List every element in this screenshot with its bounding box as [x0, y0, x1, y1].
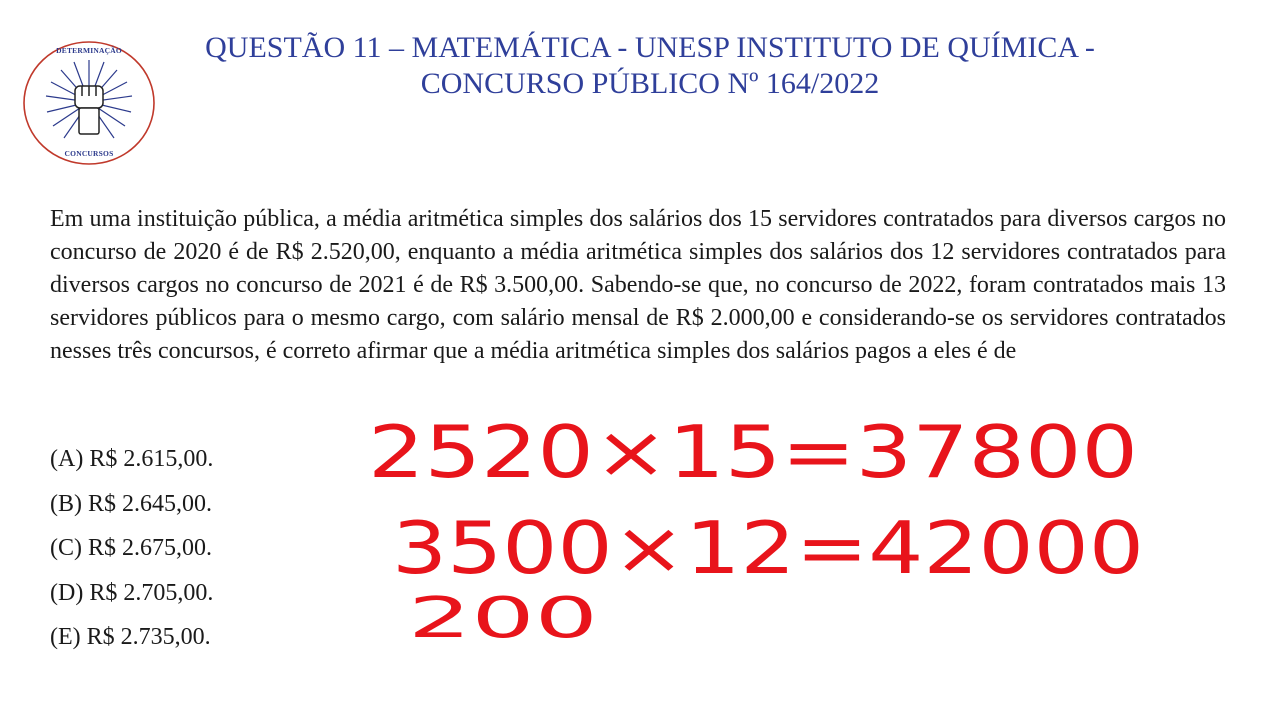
logo-top-text: DETERMINAÇÃO — [56, 46, 122, 55]
title-line-1: QUESTÃO 11 – MATEMÁTICA - UNESP INSTITUTO DE QUÍMICA - — [205, 31, 1095, 64]
title-line-2: CONCURSO PÚBLICO Nº 164/2022 — [420, 67, 880, 100]
option-b: (B) R$ 2.645,00. — [50, 490, 212, 517]
answer-options — [50, 437, 213, 660]
fist-shape — [75, 86, 103, 134]
handwriting-line-1: 2520×15=37800 — [368, 410, 1138, 494]
handwriting-line-2: 3500×12=42000 — [392, 506, 1144, 590]
option-a: (A) R$ 2.615,00. — [50, 446, 214, 472]
page-title — [150, 30, 1150, 102]
logo-emblem — [22, 40, 156, 166]
logo — [22, 40, 156, 166]
question-text: Em uma instituição pública, a média aritmética simples dos salários dos 15 servidores contratados para diversos cargos no concurso de 2020 é de R$ 2.520,00, enquanto a média aritmética simples dos salários dos 12 servidores contratados para diversos cargos no concurso de 2021 é de R$ 3.500,00. Sabendo-se que, no concurso de 2022, foram contratados mais 13 servidores públicos para o mesmo cargo, com salário mensal de R$ 2.000,00 e considerando-se os servidores contratados nesses três concursos, é correto afirmar que a média aritmética simples dos salários pagos a eles é de — [50, 206, 1226, 364]
logo-bottom-text: CONCURSOS — [64, 149, 114, 158]
option-c: (C) R$ 2.675,00. — [50, 535, 212, 561]
handwriting-line-3: 200 — [408, 586, 598, 651]
handwritten-notes — [360, 405, 1160, 665]
option-d: (D) R$ 2.705,00. — [50, 579, 214, 606]
option-e: (E) R$ 2.735,00. — [50, 624, 211, 650]
